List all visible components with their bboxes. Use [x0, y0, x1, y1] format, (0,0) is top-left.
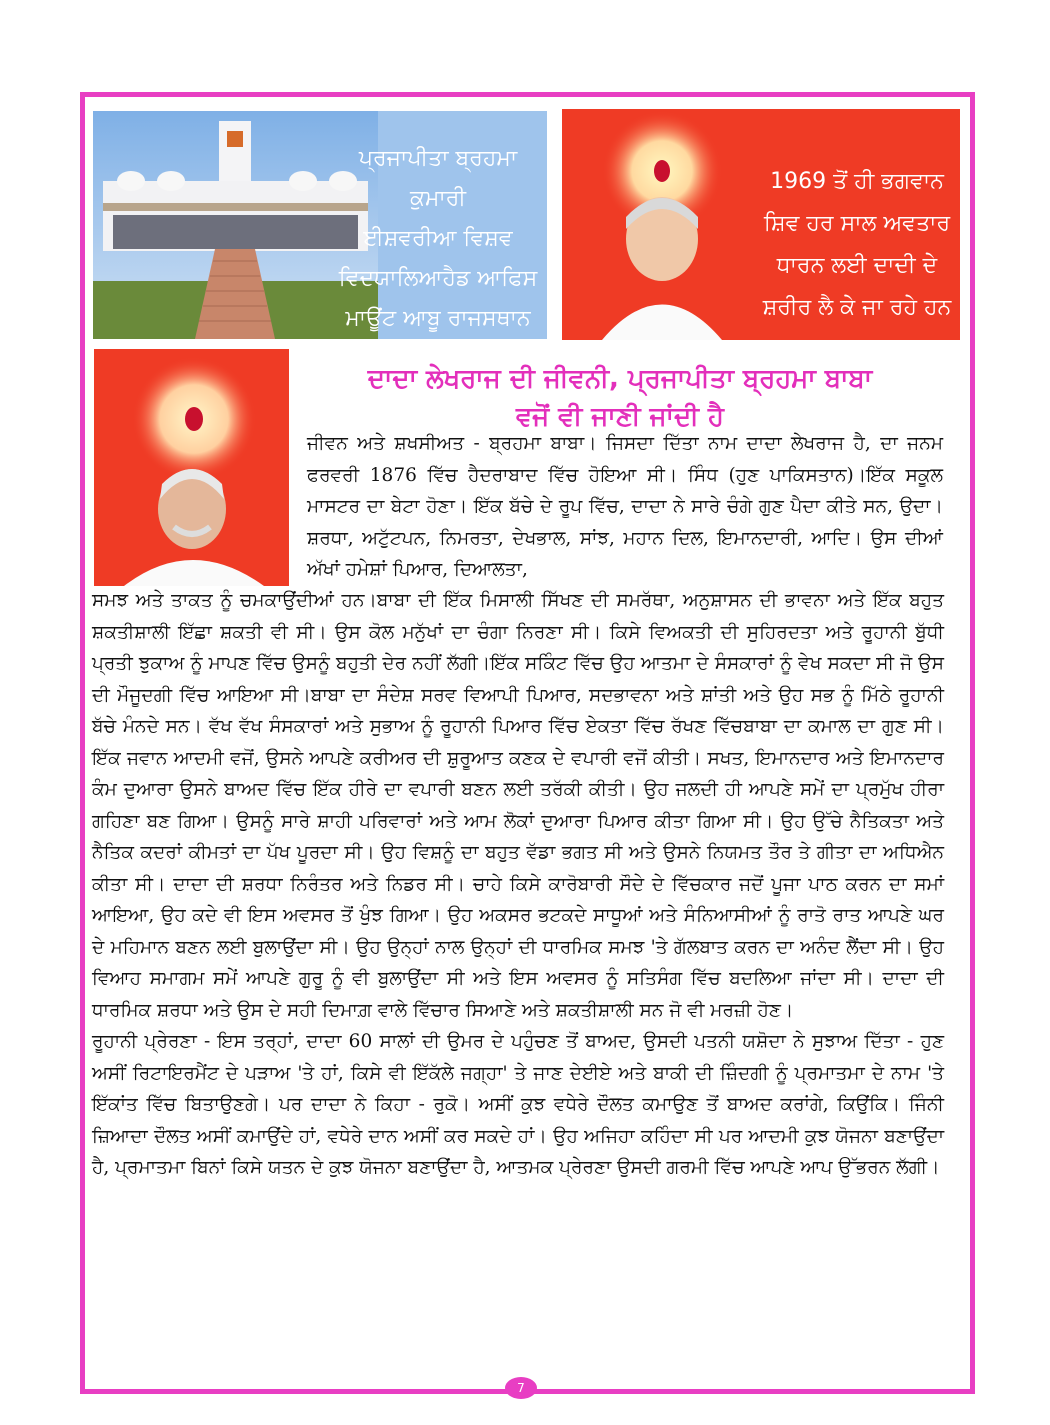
body-paragraph-2: ਰੂਹਾਨੀ ਪ੍ਰੇਰਣਾ - ਇਸ ਤਰ੍ਹਾਂ, ਦਾਦਾ 60 ਸਾਲਾਂ ਦੀ ਉਮਰ ਦੇ ਪਹੁੰਚਣ ਤੋਂ ਬਾਅਦ, ਉਸਦੀ ਪਤਨੀ ਯਸ਼ੋਦਾ ਨੇ ਸੁਝਾਅ ਦਿੱਤਾ - ਹੁਣ ਅਸੀਂ ਰਿਟਾਇਰਮੈਂਟ ਦੇ ਪੜਾਅ 'ਤੇ ਹਾਂ, ਕਿਸੇ ਵੀ ਇੱਕੱਲੇ ਜਗ੍ਹਾ' ਤੇ ਜਾਣ ਦੇਈਏ ਅਤੇ ਬਾਕੀ ਦੀ ਜ਼ਿੰਦਗੀ ਨੂੰ ਪ੍ਰਮਾਤਮਾ ਦੇ ਨਾਮ 'ਤੇ ਇੱਕਾਂਤ ਵਿੱਚ ਬਿਤਾਉਣਗੇ। ਪਰ ਦਾਦਾ ਨੇ ਕਿਹਾ - ਰੁਕੋ। ਅਸੀਂ ਕੁਝ ਵਧੇਰੇ ਦੌਲਤ ਕਮਾਉਣ ਤੋਂ ਬਾਅਦ ਕਰਾਂਗੇ, ਕਿਉਂਕਿ। ਜਿੰਨੀ ਜ਼ਿਆਦਾ ਦੌਲਤ ਅਸੀਂ ਕਮਾਉਂਦੇ ਹਾਂ, ਵਧੇਰੇ ਦਾਨ ਅਸੀਂ ਕਰ ਸਕਦੇ ਹਾਂ। ਉਹ ਅਜਿਹਾ ਕਹਿੰਦਾ ਸੀ ਪਰ ਆਦਮੀ ਕੁਝ ਯੋਜਨਾ ਬਣਾਉਂਦਾ ਹੈ, ਪ੍ਰਮਾਤਮਾ ਬਿਨਾਂ ਕਿਸੇ ਯਤਨ ਦੇ ਕੁਝ ਯੋਜਨਾ ਬਣਾਉਂਦਾ ਹੈ, ਆਤਮਕ ਪ੍ਰੇਰਣਾ ਉਸਦੀ ਗਰਮੀ ਵਿੱਚ ਆਪਣੇ ਆਪ ਉੱਭਰਨ ਲੱਗੀ। [92, 1031, 944, 1178]
article-title [300, 360, 940, 436]
dadi-caption: 1969 ਤੋਂ ਹੀ ਭਗਵਾਨ ਸ਼ਿਵ ਹਰ ਸਾਲ ਅਵਤਾਰ ਧਾਰਨ ਲਈ ਦਾਦੀ ਦੇ ਸ਼ਰੀਰ ਲੈ ਕੇ ਜਾ ਰਹੇ ਹਨ [762, 169, 952, 320]
title-line-1: ਦਾਦਾ ਲੇਖਰਾਜ ਦੀ ਜੀਵਨੀ, ਪ੍ਰਜਾਪੀਤਾ ਬ੍ਰਹਮਾ ਬਾਬਾ [367, 364, 873, 394]
intro-paragraph: ਜੀਵਨ ਅਤੇ ਸ਼ਖਸੀਅਤ - ਬ੍ਰਹਮਾ ਬਾਬਾ। ਜਿਸਦਾ ਦਿੱਤਾ ਨਾਮ ਦਾਦਾ ਲੇਖਰਾਜ ਹੈ, ਦਾ ਜਨਮ ਫਰਵਰੀ 1876 ਵਿੱਚ ਹੈਦਰਾਬਾਦ ਵਿੱਚ ਹੋਇਆ ਸੀ। ਸਿੰਧ (ਹੁਣ ਪਾਕਿਸਤਾਨ)।ਇੱਕ ਸਕੂਲ ਮਾਸਟਰ ਦਾ ਬੇਟਾ ਹੋਣਾ। ਇੱਕ ਬੱਚੇ ਦੇ ਰੂਪ ਵਿੱਚ, ਦਾਦਾ ਨੇ ਸਾਰੇ ਚੰਗੇ ਗੁਣ ਪੈਦਾ ਕੀਤੇ ਸਨ, ਉਦਾ। ਸ਼ਰਧਾ, ਅਟੁੱਟਪਨ, ਨਿਮਰਤਾ, ਦੇਖਭਾਲ, ਸਾਂਝ, ਮਹਾਨ ਦਿਲ, ਇਮਾਨਦਾਰੀ, ਆਦਿ। ਉਸ ਦੀਆਂ ਅੱਖਾਂ ਹਮੇਸ਼ਾਂ ਪਿਆਰ, ਦਿਆਲਤਾ, [307, 433, 943, 580]
headquarters-caption: ਪ੍ਰਜਾਪੀਤਾ ਬ੍ਰਹਮਾ ਕੁਮਾਰੀ ਈਸ਼ਵਰੀਆ ਵਿਸ਼ਵ ਵਿਦਯਾਲਿਆਹੈਡ ਆਫਿਸ ਮਾਊਂਟ ਆਬੂ ਰਾਜਸਥਾਨ ਭਾਰਤ [338, 146, 538, 371]
dadi-banner [562, 109, 960, 340]
article-intro [307, 428, 943, 586]
headquarters-banner [93, 111, 547, 371]
portrait-photo [94, 349, 289, 586]
page-number: 7 [505, 1377, 537, 1399]
body-paragraph-1: ਸਮਝ ਅਤੇ ਤਾਕਤ ਨੂੰ ਚਮਕਾਉਂਦੀਆਂ ਹਨ।ਬਾਬਾ ਦੀ ਇੱਕ ਮਿਸਾਲੀ ਸਿੱਖਣ ਦੀ ਸਮਰੱਥਾ, ਅਨੁਸ਼ਾਸਨ ਦੀ ਭਾਵਨਾ ਅਤੇ ਇੱਕ ਬਹੁਤ ਸ਼ਕਤੀਸ਼ਾਲੀ ਇੱਛਾ ਸ਼ਕਤੀ ਵੀ ਸੀ। ਉਸ ਕੋਲ ਮਨੁੱਖਾਂ ਦਾ ਚੰਗਾ ਨਿਰਣਾ ਸੀ। ਕਿਸੇ ਵਿਅਕਤੀ ਦੀ ਸੁਹਿਰਦਤਾ ਅਤੇ ਰੂਹਾਨੀ ਬੁੱਧੀ ਪ੍ਰਤੀ ਝੁਕਾਅ ਨੂੰ ਮਾਪਣ ਵਿੱਚ ਉਸਨੂੰ ਬਹੁਤੀ ਦੇਰ ਨਹੀਂ ਲੱਗੀ।ਇੱਕ ਸਕਿੰਟ ਵਿੱਚ ਉਹ ਆਤਮਾ ਦੇ ਸੰਸਕਾਰਾਂ ਨੂੰ ਵੇਖ ਸਕਦਾ ਸੀ ਜੋ ਉਸ ਦੀ ਮੌਜੂਦਗੀ ਵਿੱਚ ਆਇਆ ਸੀ।ਬਾਬਾ ਦਾ ਸੰਦੇਸ਼ ਸਰਵ ਵਿਆਪੀ ਪਿਆਰ, ਸਦਭਾਵਨਾ ਅਤੇ ਸ਼ਾਂਤੀ ਅਤੇ ਉਹ ਸਭ ਨੂੰ ਮਿੱਠੇ ਰੂਹਾਨੀ ਬੱਚੇ ਮੰਨਦੇ ਸਨ। ਵੱਖ ਵੱਖ ਸੰਸਕਾਰਾਂ ਅਤੇ ਸੁਭਾਅ ਨੂੰ ਰੂਹਾਨੀ ਪਿਆਰ ਵਿੱਚ ਏਕਤਾ ਵਿੱਚ ਰੱਖਣ ਵਿੱਚਬਾਬਾ ਦਾ ਕਮਾਲ ਦਾ ਗੁਣ ਸੀ।ਇੱਕ ਜਵਾਨ ਆਦਮੀ ਵਜੋਂ, ਉਸਨੇ ਆਪਣੇ ਕਰੀਅਰ ਦੀ ਸ਼ੁਰੂਆਤ ਕਣਕ ਦੇ ਵਪਾਰੀ ਵਜੋਂ ਕੀਤੀ। ਸਖਤ, ਇਮਾਨਦਾਰ ਅਤੇ ਇਮਾਨਦਾਰ ਕੰਮ ਦੁਆਰਾ ਉਸਨੇ ਬਾਅਦ ਵਿੱਚ ਇੱਕ ਹੀਰੇ ਦਾ ਵਪਾਰੀ ਬਣਨ ਲਈ ਤਰੱਕੀ ਕੀਤੀ। ਉਹ ਜਲਦੀ ਹੀ ਆਪਣੇ ਸਮੇਂ ਦਾ ਪ੍ਰਮੁੱਖ ਹੀਰਾ ਗਹਿਣਾ ਬਣ ਗਿਆ। ਉਸਨੂੰ ਸਾਰੇ ਸ਼ਾਹੀ ਪਰਿਵਾਰਾਂ ਅਤੇ ਆਮ ਲੋਕਾਂ ਦੁਆਰਾ ਪਿਆਰ ਕੀਤਾ ਗਿਆ ਸੀ। ਉਹ ਉੱਚੇ ਨੈਤਿਕਤਾ ਅਤੇ ਨੈਤਿਕ ਕਦਰਾਂ ਕੀਮਤਾਂ ਦਾ ਪੱਖ ਪੂਰਦਾ ਸੀ। ਉਹ ਵਿਸ਼ਨੂੰ ਦਾ ਬਹੁਤ ਵੱਡਾ ਭਗਤ ਸੀ ਅਤੇ ਉਸਨੇ ਨਿਯਮਤ ਤੌਰ ਤੇ ਗੀਤਾ ਦਾ ਅਧਿਐਨ ਕੀਤਾ ਸੀ। ਦਾਦਾ ਦੀ ਸ਼ਰਧਾ ਨਿਰੰਤਰ ਅਤੇ ਨਿਡਰ ਸੀ। ਚਾਹੇ ਕਿਸੇ ਕਾਰੋਬਾਰੀ ਸੌਦੇ ਦੇ ਵਿੱਚਕਾਰ ਜਦੋਂ ਪੂਜਾ ਪਾਠ ਕਰਨ ਦਾ ਸਮਾਂ ਆਇਆ, ਉਹ ਕਦੇ ਵੀ ਇਸ ਅਵਸਰ ਤੋਂ ਖੁੰਝ ਗਿਆ। ਉਹ ਅਕਸਰ ਭਟਕਦੇ ਸਾਧੂਆਂ ਅਤੇ ਸੰਨਿਆਸੀਆਂ ਨੂੰ ਰਾਤੋ ਰਾਤ ਆਪਣੇ ਘਰ ਦੇ ਮਹਿਮਾਨ ਬਣਨ ਲਈ ਬੁਲਾਉਂਦਾ ਸੀ। ਉਹ ਉਨ੍ਹਾਂ ਨਾਲ ਉਨ੍ਹਾਂ ਦੀ ਧਾਰਮਿਕ ਸਮਝ 'ਤੇ ਗੱਲਬਾਤ ਕਰਨ ਦਾ ਅਨੰਦ ਲੈਂਦਾ ਸੀ। ਉਹ ਵਿਆਹ ਸਮਾਗਮ ਸਮੇਂ ਆਪਣੇ ਗੁਰੂ ਨੂੰ ਵੀ ਬੁਲਾਉਂਦਾ ਸੀ ਅਤੇ ਇਸ ਅਵਸਰ ਨੂੰ ਸਤਿਸੰਗ ਵਿੱਚ ਬਦਲਿਆ ਜਾਂਦਾ ਸੀ। ਦਾਦਾ ਦੀ ਧਾਰਮਿਕ ਸ਼ਰਧਾ ਅਤੇ ਉਸ ਦੇ ਸਹੀ ਦਿਮਾਗ਼ ਵਾਲੇ ਵਿੱਚਾਰ ਸਿਆਣੇ ਅਤੇ ਸ਼ਕਤੀਸ਼ਾਲੀ ਸਨ ਜੋ ਵੀ ਮਰਜ਼ੀ ਹੋਣ। [92, 590, 944, 1021]
title-line-2: ਵਜੋਂ ਵੀ ਜਾਣੀ ਜਾਂਦੀ ਹੈ [515, 402, 725, 432]
article-body [92, 585, 944, 1184]
brahma-baba-portrait [94, 349, 289, 586]
